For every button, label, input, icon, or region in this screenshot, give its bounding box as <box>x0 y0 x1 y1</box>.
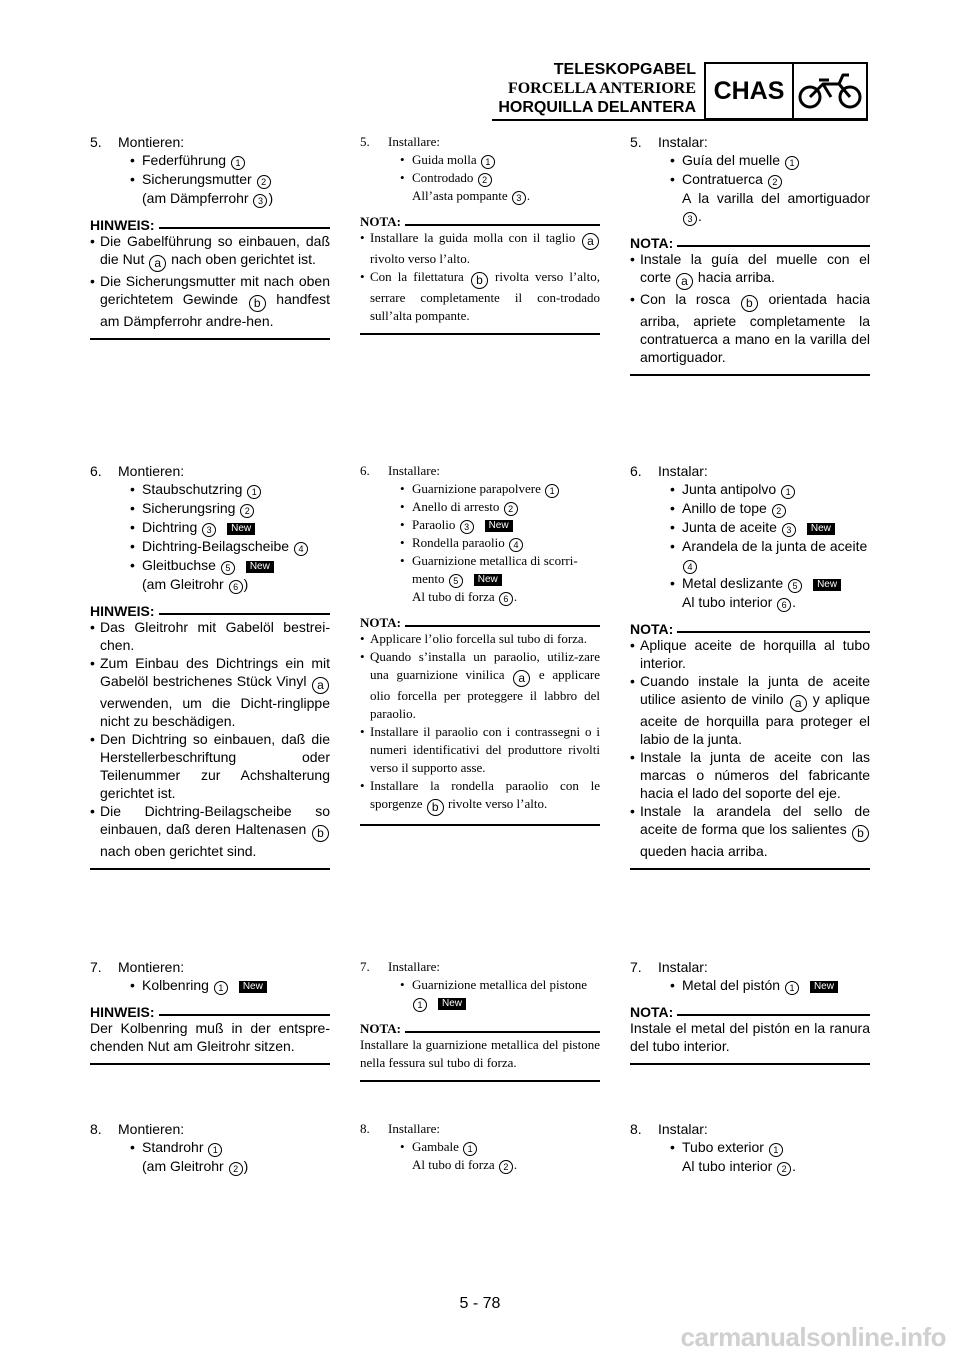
callout-6: 6 <box>229 580 243 594</box>
callout-5: 5 <box>449 574 463 588</box>
new-part-badge: New <box>227 523 255 535</box>
callout-1: 1 <box>785 156 799 170</box>
it-step-7: 7. Installare: • Guarnizione metallica del pistone 1 New NOTA: Installare la guarnizione metallica del pistone nella fessura sul tubo di forza. <box>360 958 600 1082</box>
callout-4: 4 <box>683 560 697 574</box>
callout-b: b <box>312 825 329 842</box>
callout-b: b <box>471 272 488 289</box>
it-step-8: 8. Installare: • Gambale 1 Al tubo di forza 2 . <box>360 1121 518 1172</box>
callout-b: b <box>852 825 869 842</box>
callout-2: 2 <box>772 504 786 518</box>
de-step-8: 8. Montieren: • Standrohr 1 (am Gleitrohr 2 ) <box>90 1121 249 1174</box>
callout-1: 1 <box>785 981 799 995</box>
callout-1: 1 <box>231 156 245 170</box>
callout-3: 3 <box>253 194 267 208</box>
callout-3: 3 <box>460 520 474 534</box>
callout-1: 1 <box>781 485 795 499</box>
callout-a: a <box>149 255 166 272</box>
callout-a: a <box>582 233 599 250</box>
callout-1: 1 <box>247 485 261 499</box>
note-title: NOTA: <box>360 214 401 229</box>
callout-2: 2 <box>257 175 271 189</box>
callout-1: 1 <box>769 1143 783 1157</box>
new-part-badge: New <box>474 574 502 586</box>
callout-5: 5 <box>221 561 235 575</box>
page-header-titles <box>498 60 696 117</box>
de-step-6: 6. Montieren: • Staubschutzring 1 • Sicherungsring 2 • Dichtring 3 New • Dichtring-Beilagscheibe 4 • Gleitbuchse 5 New (am Gleitrohr 6 ) HINWEIS: • Das Gleitrohr mit Gabelöl bestrei-chen. • Zum Einbau des Dichtrings ein mit Gabelöl bestrichenes Stück Vinyl a verwenden, um die Dicht-ringlippe nicht zu beschädigen. • Den Dichtring so einbauen, daß die Herstellerbeschriftung oder Teilenummer zur Achshalterung gerichtet ist. • Die Dichtring-Beilagscheibe so einbauen, daß deren Haltenasen b nach oben gerichtet sind. <box>90 462 330 870</box>
callout-1: 1 <box>545 484 559 498</box>
callout-2: 2 <box>768 175 782 189</box>
new-part-badge: New <box>810 981 838 993</box>
callout-a: a <box>790 695 807 712</box>
new-part-badge: New <box>813 579 841 591</box>
callout-6: 6 <box>777 598 791 612</box>
it-step-5: 5. Installare: • Guida molla 1 • Controdado 2 All’asta pompante 3 . NOTA: • Installare la guida molla con il taglio a rivolto verso l’alto. • Con la filettatura b rivolta verso l’alto, serrare completamente il con-trodado sull’alta pompante. <box>360 133 600 335</box>
note-title: NOTA: <box>630 235 674 251</box>
new-part-badge: New <box>246 561 274 573</box>
new-part-badge: New <box>485 520 513 532</box>
callout-2: 2 <box>478 173 492 187</box>
callout-5: 5 <box>788 579 802 593</box>
callout-1: 1 <box>463 1142 477 1156</box>
callout-6: 6 <box>499 592 513 606</box>
section-tab <box>704 62 868 120</box>
callout-1: 1 <box>208 1143 222 1157</box>
callout-4: 4 <box>294 542 308 556</box>
note-title: HINWEIS: <box>90 217 155 233</box>
es-step-8: 8. Instalar: • Tubo exterior 1 Al tubo interior 2 . <box>630 1121 797 1174</box>
header-title-es: HORQUILLA DELANTERA <box>498 99 696 116</box>
note-title: HINWEIS: <box>90 1004 155 1020</box>
callout-3: 3 <box>683 212 697 226</box>
callout-4: 4 <box>509 538 523 552</box>
callout-1: 1 <box>214 981 228 995</box>
callout-2: 2 <box>504 502 518 516</box>
de-step-5: 5. Montieren: • Federführung 1 • Sicherungsmutter 2 (am Dämpferrohr 3 ) HINWEIS: • Die Gabelführung so einbauen, daß die Nut a nach oben gerichtet ist. • Die Sicherungsmutter mit nach oben gerichtetem Gewinde b handfest am Dämpferrohr andre-hen. <box>90 133 330 340</box>
callout-b: b <box>741 295 758 312</box>
de-step-7: 7. Montieren: • Kolbenring 1 New HINWEIS: Der Kolbenring muß in der entspre-chenden Nut am Gleitrohr sitzen. <box>90 958 330 1065</box>
callout-2: 2 <box>777 1162 791 1176</box>
es-step-7: 7. Instalar: • Metal del pistón 1 New NOTA: Instale el metal del pistón en la ranura del tubo interior. <box>630 958 870 1065</box>
note-title: NOTA: <box>630 621 674 637</box>
callout-a: a <box>676 273 693 290</box>
callout-3: 3 <box>512 191 526 205</box>
note-title: NOTA: <box>360 1021 401 1036</box>
note-title: HINWEIS: <box>90 603 155 619</box>
new-part-badge: New <box>438 998 466 1010</box>
callout-a: a <box>312 677 329 694</box>
new-part-badge: New <box>239 981 267 993</box>
note-title: NOTA: <box>630 1004 674 1020</box>
callout-a: a <box>513 670 530 687</box>
es-step-5: 5. Instalar: • Guía del muelle 1 • Contratuerca 2 A la varilla del amortiguador 3 . NOTA: • Instale la guía del muelle con el corte a hacia arriba. • Con la rosca b orientada hacia arriba, apriete completamente la contratuerca a mano en la varilla del amortiguador. <box>630 133 870 376</box>
note-title: NOTA: <box>360 615 401 630</box>
callout-b: b <box>427 799 444 816</box>
callout-2: 2 <box>240 504 254 518</box>
header-title-it: FORCELLA ANTERIORE <box>507 80 696 97</box>
header-title-de: TELESKOPGABEL <box>553 61 696 78</box>
callout-1: 1 <box>481 155 495 169</box>
watermark: carmanualsonline.info <box>680 1322 946 1352</box>
callout-3: 3 <box>202 523 216 537</box>
callout-3: 3 <box>782 523 796 537</box>
new-part-badge: New <box>807 523 835 535</box>
es-step-6: 6. Instalar: • Junta antipolvo 1 • Anillo de tope 2 • Junta de aceite 3 New • Arandela de la junta de aceite 4 • Metal deslizante 5 New Al tubo interior 6 . NOTA: • Aplique aceite de horquilla al tubo interior. • Cuando instale la junta de aceite utilice asiento de vinilo a y aplique aceite de horquilla para proteger el labio de la junta. • Instale la junta de aceite con las marcas o números del fabricante hacia el lado del soporte del eje. • Instale la arandela del sello de aceite de forma que los salientes b queden hacia arriba. <box>630 462 870 870</box>
callout-2: 2 <box>499 1160 513 1174</box>
page-number: 5 - 78 <box>459 1295 501 1312</box>
it-step-6: 6. Installare: • Guarnizione parapolvere 1 • Anello di arresto 2 • Paraolio 3 New • Rondella paraolio 4 • Guarnizione metallica di scorri-mento 5 New Al tubo di forza 6 . NOTA: • Applicare l’olio forcella sul tubo di forza. • Quando s’installa un paraolio, utiliz-zare una guarnizione vinilica a e applicare olio forcella per proteggere il labbro del paraolio. • Installare il paraolio con i contrassegni o i numeri identificativi del produttore rivolti verso il supporto asse. • Installare la rondella paraolio con le sporgenze b rivolte verso l’alto. <box>360 462 600 826</box>
callout-1: 1 <box>413 998 427 1012</box>
motorcycle-icon <box>794 64 866 118</box>
section-label: CHAS <box>706 64 794 118</box>
callout-b: b <box>249 295 266 312</box>
callout-2: 2 <box>229 1162 243 1176</box>
